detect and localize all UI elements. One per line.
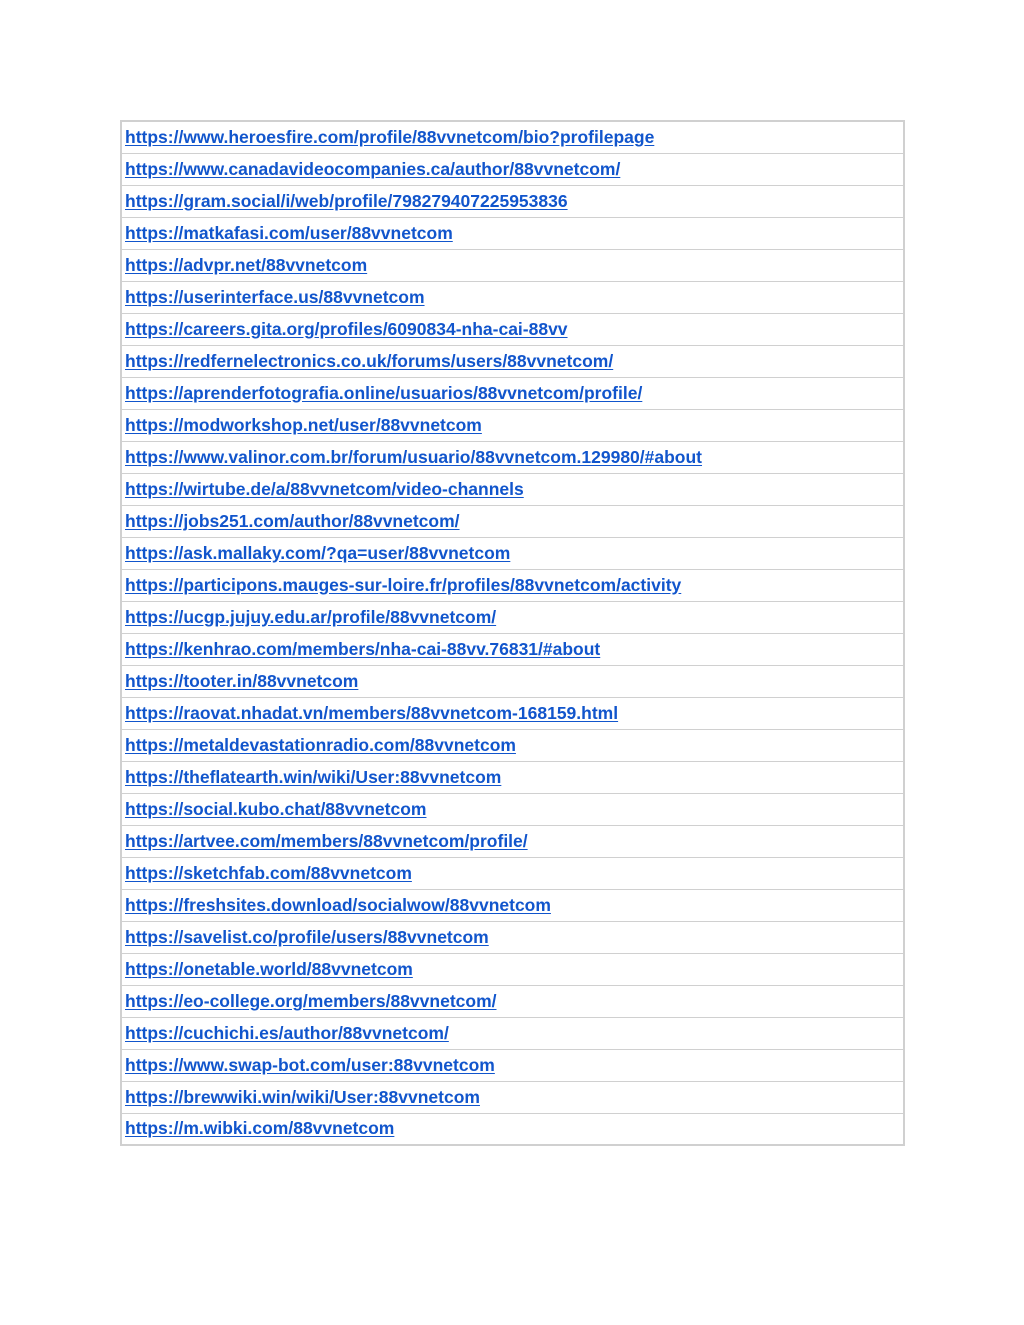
table-row	[121, 729, 904, 761]
table-row	[121, 601, 904, 633]
table-cell	[121, 729, 904, 761]
table-cell	[121, 153, 904, 185]
table-row	[121, 473, 904, 505]
table-cell	[121, 281, 904, 313]
table-row	[121, 697, 904, 729]
table-cell	[121, 441, 904, 473]
table-row	[121, 1081, 904, 1113]
table-row	[121, 185, 904, 217]
link-11[interactable]: https://wirtube.de/a/88vvnetcom/video-channels	[125, 478, 524, 499]
table-cell	[121, 921, 904, 953]
table-row	[121, 633, 904, 665]
table-cell	[121, 697, 904, 729]
table-cell	[121, 537, 904, 569]
table-cell	[121, 889, 904, 921]
table-row	[121, 249, 904, 281]
link-31[interactable]: https://m.wibki.com/88vvnetcom	[125, 1118, 395, 1139]
table-cell	[121, 1049, 904, 1081]
link-18[interactable]: https://raovat.nhadat.vn/members/88vvnetcom-168159.html	[125, 702, 619, 723]
table-cell	[121, 825, 904, 857]
table-row	[121, 793, 904, 825]
link-5[interactable]: https://userinterface.us/88vvnetcom	[125, 286, 425, 307]
table-cell	[121, 1081, 904, 1113]
link-6[interactable]: https://careers.gita.org/profiles/6090834-nha-cai-88vv	[125, 318, 568, 339]
table-row	[121, 537, 904, 569]
links-table	[120, 120, 905, 1146]
link-29[interactable]: https://www.swap-bot.com/user:88vvnetcom	[125, 1054, 495, 1075]
table-cell	[121, 377, 904, 409]
table-row	[121, 153, 904, 185]
link-0[interactable]: https://www.heroesfire.com/profile/88vvnetcom/bio?profilepage	[125, 126, 655, 147]
table-row	[121, 505, 904, 537]
link-10[interactable]: https://www.valinor.com.br/forum/usuario/88vvnetcom.129980/#about	[125, 446, 703, 467]
link-22[interactable]: https://artvee.com/members/88vvnetcom/profile/	[125, 830, 528, 851]
table-cell	[121, 985, 904, 1017]
table-cell	[121, 665, 904, 697]
table-row	[121, 921, 904, 953]
table-cell	[121, 857, 904, 889]
link-8[interactable]: https://aprenderfotografia.online/usuarios/88vvnetcom/profile/	[125, 382, 643, 403]
table-cell	[121, 601, 904, 633]
table-cell	[121, 121, 904, 153]
link-7[interactable]: https://redfernelectronics.co.uk/forums/users/88vvnetcom/	[125, 350, 614, 371]
link-9[interactable]: https://modworkshop.net/user/88vvnetcom	[125, 414, 482, 435]
links-table-body	[121, 121, 904, 1145]
table-row	[121, 569, 904, 601]
link-16[interactable]: https://kenhrao.com/members/nha-cai-88vv.76831/#about	[125, 638, 601, 659]
table-row	[121, 889, 904, 921]
table-cell	[121, 793, 904, 825]
table-row	[121, 1113, 904, 1145]
table-cell	[121, 953, 904, 985]
table-cell	[121, 249, 904, 281]
link-25[interactable]: https://savelist.co/profile/users/88vvnetcom	[125, 926, 489, 947]
table-cell	[121, 313, 904, 345]
link-27[interactable]: https://eo-college.org/members/88vvnetcom/	[125, 990, 497, 1011]
table-cell	[121, 633, 904, 665]
table-row	[121, 1017, 904, 1049]
table-row	[121, 217, 904, 249]
link-3[interactable]: https://matkafasi.com/user/88vvnetcom	[125, 222, 453, 243]
table-cell	[121, 217, 904, 249]
table-row	[121, 409, 904, 441]
link-13[interactable]: https://ask.mallaky.com/?qa=user/88vvnetcom	[125, 542, 511, 563]
table-row	[121, 857, 904, 889]
link-1[interactable]: https://www.canadavideocompanies.ca/author/88vvnetcom/	[125, 158, 621, 179]
link-28[interactable]: https://cuchichi.es/author/88vvnetcom/	[125, 1022, 449, 1043]
table-row	[121, 761, 904, 793]
link-21[interactable]: https://social.kubo.chat/88vvnetcom	[125, 798, 427, 819]
table-cell	[121, 473, 904, 505]
table-cell	[121, 409, 904, 441]
table-cell	[121, 761, 904, 793]
table-cell	[121, 185, 904, 217]
table-row	[121, 985, 904, 1017]
table-row	[121, 825, 904, 857]
link-12[interactable]: https://jobs251.com/author/88vvnetcom/	[125, 510, 460, 531]
link-26[interactable]: https://onetable.world/88vvnetcom	[125, 958, 413, 979]
link-30[interactable]: https://brewwiki.win/wiki/User:88vvnetcom	[125, 1086, 480, 1107]
table-cell	[121, 505, 904, 537]
table-row	[121, 953, 904, 985]
table-cell	[121, 345, 904, 377]
table-cell	[121, 1113, 904, 1145]
table-row	[121, 377, 904, 409]
table-row	[121, 345, 904, 377]
link-4[interactable]: https://advpr.net/88vvnetcom	[125, 254, 368, 275]
link-19[interactable]: https://metaldevastationradio.com/88vvnetcom	[125, 734, 516, 755]
table-cell	[121, 569, 904, 601]
link-15[interactable]: https://ucgp.jujuy.edu.ar/profile/88vvnetcom/	[125, 606, 497, 627]
table-row	[121, 665, 904, 697]
link-2[interactable]: https://gram.social/i/web/profile/798279407225953836	[125, 190, 568, 211]
table-row	[121, 281, 904, 313]
table-row	[121, 441, 904, 473]
link-23[interactable]: https://sketchfab.com/88vvnetcom	[125, 862, 412, 883]
table-cell	[121, 1017, 904, 1049]
link-20[interactable]: https://theflatearth.win/wiki/User:88vvnetcom	[125, 766, 502, 787]
table-row	[121, 313, 904, 345]
link-24[interactable]: https://freshsites.download/socialwow/88vvnetcom	[125, 894, 551, 915]
table-row	[121, 1049, 904, 1081]
link-17[interactable]: https://tooter.in/88vvnetcom	[125, 670, 359, 691]
table-row	[121, 121, 904, 153]
link-14[interactable]: https://participons.mauges-sur-loire.fr/profiles/88vvnetcom/activity	[125, 574, 682, 595]
